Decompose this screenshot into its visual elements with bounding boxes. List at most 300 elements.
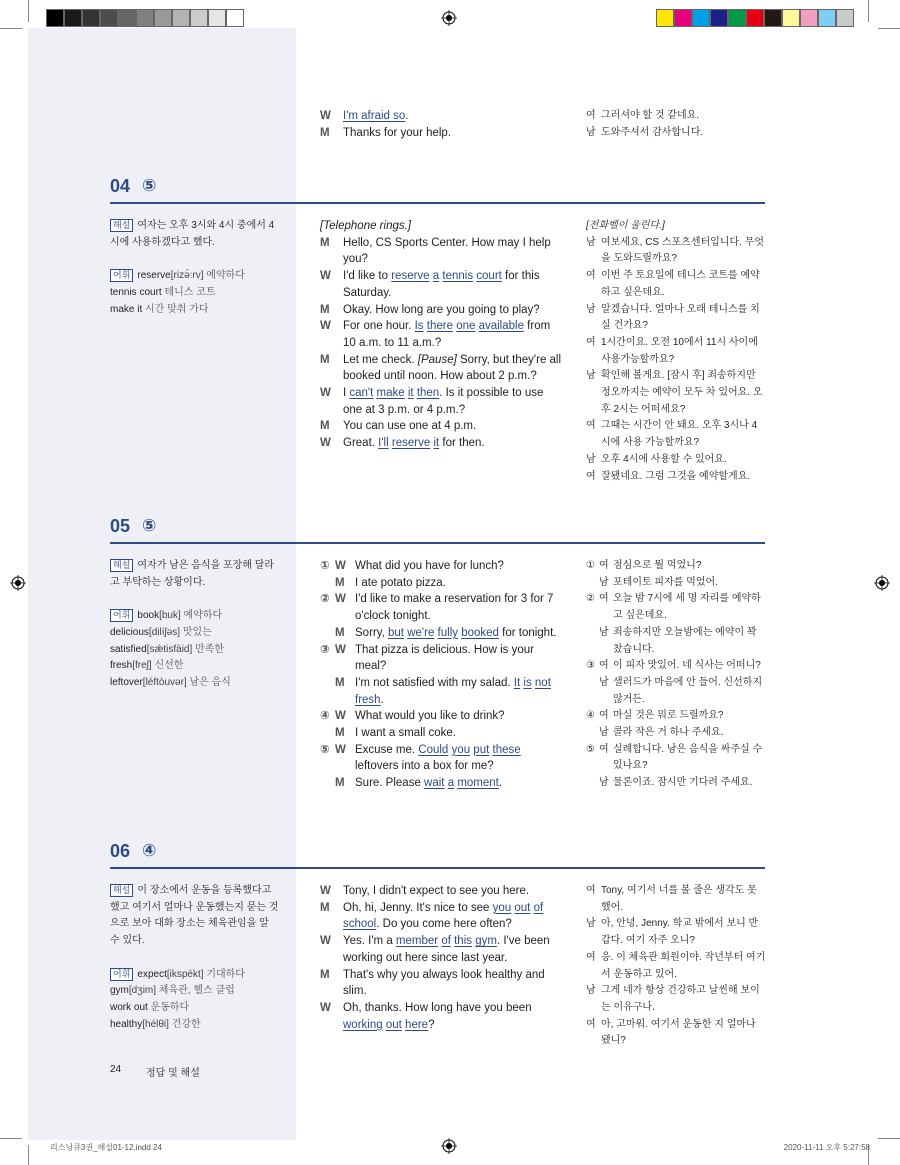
answer-blank: moment bbox=[457, 777, 499, 790]
vocab-item bbox=[110, 302, 280, 319]
answer-blank: one bbox=[456, 320, 476, 333]
speaker-label: M bbox=[320, 353, 330, 366]
section-06-korean bbox=[586, 883, 766, 1050]
vocab-word: satisfied bbox=[110, 643, 147, 655]
answer-blank: it bbox=[433, 437, 440, 450]
color-swatch bbox=[190, 9, 208, 27]
vocab-gloss: 기대하다 bbox=[203, 968, 245, 980]
translation-line bbox=[586, 1017, 766, 1050]
translation-line bbox=[586, 708, 766, 725]
vocab-word: fresh bbox=[110, 660, 133, 672]
vocab-item bbox=[110, 268, 280, 285]
speaker-label: W bbox=[320, 1001, 331, 1014]
color-swatch bbox=[746, 9, 764, 27]
speaker-label: M bbox=[320, 303, 330, 316]
dialogue-text bbox=[355, 742, 563, 775]
answer-blank: there bbox=[426, 320, 453, 333]
speaker-label: W bbox=[335, 593, 346, 606]
answer-blank: it bbox=[407, 387, 414, 400]
dialogue-text bbox=[355, 675, 563, 708]
vocab-gloss: 체육관, 헬스 클럽 bbox=[156, 985, 235, 997]
vocab-phonetic: [buk] bbox=[159, 610, 181, 622]
answer-blank: out bbox=[514, 901, 531, 914]
speaker-label: M bbox=[320, 901, 330, 914]
script-text: for this Saturday. bbox=[343, 270, 540, 299]
answer-blank: these bbox=[492, 743, 521, 756]
vocab-gloss: 예약하다 bbox=[180, 610, 223, 622]
dialogue-line bbox=[320, 435, 563, 452]
answer-blank: I'm afraid so bbox=[343, 110, 406, 122]
explanation-label: 해설 bbox=[110, 559, 133, 572]
translation-text: 마실 것은 뭐로 드릴까요? bbox=[613, 710, 724, 722]
answer-blank: make bbox=[376, 387, 405, 400]
answer-mark: ⑤ bbox=[142, 516, 157, 535]
vocab-item bbox=[110, 285, 280, 302]
translation-line bbox=[586, 625, 766, 658]
dialogue-line bbox=[320, 725, 563, 742]
vocab-gloss: 테니스 코트 bbox=[161, 286, 216, 298]
option-number: ⑤ bbox=[586, 743, 595, 755]
answer-mark: ⑤ bbox=[142, 176, 157, 195]
answer-blank: Is bbox=[414, 320, 424, 333]
translation-line bbox=[586, 268, 766, 301]
script-text: for tonight. bbox=[498, 626, 557, 639]
dialogue-text bbox=[343, 352, 563, 385]
option-number: ④ bbox=[320, 710, 330, 723]
explanation-label: 해설 bbox=[110, 884, 133, 897]
answer-blank: a bbox=[432, 270, 440, 283]
vocab-phonetic: [freʃ] bbox=[132, 660, 152, 672]
speaker-label: M bbox=[320, 420, 330, 433]
vocab-phonetic: [ikspékt] bbox=[166, 968, 204, 980]
vocab-item bbox=[110, 1017, 280, 1034]
dialogue-text bbox=[343, 883, 563, 900]
crop-mark bbox=[878, 28, 900, 29]
translation-text: 그러셔야 할 것 같네요. bbox=[601, 110, 700, 121]
vocab-word: book bbox=[137, 610, 160, 622]
script-text: I ate potato pizza. bbox=[355, 576, 446, 589]
answer-blank: then bbox=[416, 387, 440, 400]
vocab-label: 어휘 bbox=[110, 968, 133, 981]
vocab-item bbox=[110, 608, 280, 625]
script-text: Thanks for your help. bbox=[343, 126, 452, 139]
translation-line bbox=[586, 883, 766, 916]
speaker-label: W bbox=[335, 743, 346, 756]
vocab-word: reserve bbox=[137, 270, 171, 282]
script-text: for then. bbox=[439, 437, 485, 450]
script-text: That pizza is delicious. How is your meal? bbox=[355, 643, 534, 673]
vocab-label: 어휘 bbox=[110, 609, 133, 622]
speaker-label: W bbox=[320, 387, 331, 400]
dialogue-line bbox=[320, 558, 563, 575]
color-swatch bbox=[692, 9, 710, 27]
script-text: . bbox=[405, 110, 409, 122]
vocab-item bbox=[110, 658, 280, 675]
color-swatch bbox=[46, 9, 64, 27]
translation-text: 오늘 밤 7시에 세 명 자리를 예약하고 싶은데요. bbox=[613, 593, 761, 622]
option-number: ① bbox=[320, 560, 330, 572]
answer-blank: put bbox=[473, 743, 490, 756]
speaker-label: 여 bbox=[586, 110, 596, 121]
crop-mark bbox=[28, 1145, 29, 1165]
section-06-header bbox=[110, 841, 765, 869]
registration-mark-icon bbox=[441, 1138, 457, 1154]
dialogue-text bbox=[343, 435, 563, 452]
script-text: Sorry, bbox=[355, 626, 389, 639]
script-text: Sure. Please bbox=[355, 777, 425, 790]
question-number: 06 bbox=[110, 841, 131, 861]
dialogue-text bbox=[355, 591, 563, 624]
dialogue-line bbox=[320, 675, 563, 708]
dialogue-line bbox=[320, 883, 563, 900]
section-05-korean bbox=[586, 558, 766, 792]
vocab-word: tennis court bbox=[110, 286, 162, 298]
speaker-label: 남 bbox=[586, 453, 596, 465]
answer-blank: working bbox=[343, 1018, 383, 1031]
registration-mark-icon bbox=[874, 575, 890, 591]
color-swatch bbox=[172, 9, 190, 27]
answer-blank: this bbox=[454, 935, 473, 948]
vocab-item bbox=[110, 625, 280, 642]
question-number: 04 bbox=[110, 176, 131, 196]
vocab-item bbox=[110, 1000, 280, 1017]
option-number: ② bbox=[320, 593, 330, 606]
dialogue-line bbox=[320, 575, 563, 592]
color-swatch bbox=[136, 9, 154, 27]
script-text: Oh, thanks. How long have you been bbox=[343, 1001, 532, 1014]
translation-text: 점심으로 뭘 먹었니? bbox=[613, 560, 702, 571]
dialogue-line bbox=[320, 268, 563, 301]
dialogue-text bbox=[343, 385, 563, 418]
vocab-phonetic: [hélθi] bbox=[142, 1018, 169, 1030]
answer-blank: a bbox=[447, 777, 455, 790]
answer-blank: court bbox=[476, 270, 502, 283]
answer-blank: tennis bbox=[442, 270, 474, 283]
translation-line bbox=[586, 725, 766, 742]
speaker-label: 여 bbox=[586, 951, 596, 963]
script-text: Hello, CS Sports Center. How may I help you? bbox=[343, 236, 551, 266]
translation-text: 이번 주 토요일에 테니스 코트를 예약하고 싶은데요. bbox=[601, 270, 760, 298]
speaker-label: 남 bbox=[586, 370, 596, 382]
dialogue-text bbox=[343, 967, 563, 1000]
answer-blank: you bbox=[451, 743, 471, 756]
translation-text: 여보세요, CS 스포츠센터입니다. 무엇을 도와드릴까요? bbox=[601, 236, 765, 265]
registration-mark-icon bbox=[441, 10, 457, 26]
script-text: I'm not satisfied with my salad. bbox=[355, 676, 514, 689]
vocab-item bbox=[110, 675, 280, 692]
translation-line bbox=[586, 742, 766, 775]
section-03-script-end bbox=[320, 108, 563, 141]
answer-blank: It bbox=[513, 676, 521, 689]
speaker-label: 남 bbox=[586, 985, 596, 997]
translation-text: 응. 이 체육관 회원이야. 작년부터 여기서 운동하고 있어. bbox=[601, 951, 766, 980]
script-text: [Telephone rings.] bbox=[320, 220, 412, 232]
slug-file: 리스닝큐3권_해설01-12.indd 24 bbox=[50, 1143, 162, 1152]
speaker-label: 여 bbox=[599, 593, 609, 605]
dialogue-text bbox=[355, 775, 563, 792]
dialogue-text bbox=[355, 625, 563, 642]
script-text: You can use one at 4 p.m. bbox=[343, 420, 477, 433]
answer-blank: fresh bbox=[355, 693, 381, 706]
vocab-word: expect bbox=[137, 968, 167, 980]
translation-text: 그게 네가 항상 건강하고 날씬해 보이는 이유구나. bbox=[601, 985, 760, 1013]
vocab-gloss: 남은 음식 bbox=[186, 676, 231, 688]
color-swatch bbox=[764, 9, 782, 27]
speaker-label: M bbox=[335, 676, 345, 689]
translation-line bbox=[586, 950, 766, 983]
translation-line bbox=[586, 983, 766, 1016]
speaker-label: 여 bbox=[599, 660, 609, 672]
answer-blank: member bbox=[395, 935, 439, 948]
section-05-script bbox=[320, 558, 563, 792]
color-swatch bbox=[64, 9, 82, 27]
page-number: 24 bbox=[110, 1064, 122, 1075]
translation-line bbox=[586, 575, 766, 592]
translation-line bbox=[586, 368, 766, 418]
translation-text: 콜라 작은 거 하나 주세요. bbox=[613, 727, 724, 739]
vocab-gloss: 신선한 bbox=[151, 660, 184, 672]
answer-blank: you bbox=[492, 901, 512, 914]
dialogue-text bbox=[343, 900, 563, 933]
dialogue-line bbox=[320, 933, 563, 966]
script-text: . Is it possible to use one at 3 p.m. or 4 p.m.? bbox=[343, 387, 544, 416]
translation-text: 알겠습니다. 얼마나 오래 테니스를 치실 건가요? bbox=[601, 303, 760, 332]
vocab-list bbox=[110, 268, 280, 318]
translation-text: 확인해 볼게요. [잠시 후] 죄송하지만 정오까지는 예약이 모두 차 있어요. 오후 2시는 어떠세요? bbox=[601, 370, 763, 415]
section-04-header bbox=[110, 176, 765, 204]
speaker-label: 여 bbox=[586, 336, 596, 348]
crop-mark bbox=[0, 28, 22, 29]
crop-mark bbox=[868, 0, 869, 22]
script-text: Let me check. bbox=[343, 353, 418, 366]
speaker-label: W bbox=[320, 270, 331, 283]
vocab-word: healthy bbox=[110, 1018, 143, 1030]
section-03-korean-end bbox=[586, 108, 766, 141]
answer-blank: booked bbox=[461, 626, 499, 639]
script-text: I want a small coke. bbox=[355, 727, 456, 740]
option-number: ② bbox=[586, 593, 595, 605]
color-swatch bbox=[656, 9, 674, 27]
vocab-item bbox=[110, 642, 280, 659]
translation-text: [전화벨이 울린다.] bbox=[586, 220, 665, 231]
color-swatch bbox=[818, 9, 836, 27]
answer-blank: can't bbox=[349, 387, 374, 400]
speaker-label: 남 bbox=[599, 626, 609, 638]
speaker-label: 남 bbox=[586, 126, 596, 138]
speaker-label: M bbox=[335, 576, 345, 589]
dialogue-line bbox=[320, 900, 563, 933]
script-text: Okay. How long are you going to play? bbox=[343, 303, 540, 316]
dialogue-line bbox=[320, 108, 563, 125]
vocab-phonetic: [léftòuvər] bbox=[142, 676, 187, 688]
dialogue-line bbox=[320, 591, 563, 624]
translation-text: 그때는 시간이 안 돼요. 오후 3시나 4시에 사용 가능할까요? bbox=[601, 420, 758, 449]
translation-text: 물론이죠. 잠시만 기다려 주세요. bbox=[613, 777, 753, 789]
speaker-label: 여 bbox=[586, 1018, 596, 1030]
translation-line bbox=[586, 591, 766, 624]
vocab-phonetic: [rizə́ːrv] bbox=[170, 270, 204, 282]
answer-blank: reserve bbox=[391, 437, 431, 450]
dialogue-line bbox=[320, 125, 563, 142]
speaker-label: 남 bbox=[586, 918, 596, 930]
speaker-label: M bbox=[335, 777, 345, 790]
script-text: What would you like to drink? bbox=[355, 710, 505, 723]
dialogue-line bbox=[320, 742, 563, 775]
script-text: Yes. I'm a bbox=[343, 935, 396, 948]
speaker-label: 남 bbox=[599, 676, 609, 688]
speaker-label: W bbox=[335, 643, 346, 656]
option-number: ③ bbox=[586, 660, 595, 672]
translation-line bbox=[586, 558, 766, 575]
speaker-label: W bbox=[335, 710, 346, 723]
speaker-label: W bbox=[320, 935, 331, 948]
translation-line bbox=[586, 469, 766, 486]
color-swatch bbox=[100, 9, 118, 27]
option-number: ⑤ bbox=[320, 743, 330, 756]
translation-line bbox=[586, 675, 766, 708]
dialogue-line bbox=[320, 418, 563, 435]
speaker-label: 여 bbox=[599, 743, 609, 755]
vocab-list bbox=[110, 608, 280, 692]
section-04-script bbox=[320, 218, 563, 452]
speaker-label: 여 bbox=[599, 560, 609, 571]
vocab-gloss: 운동하다 bbox=[147, 1001, 190, 1013]
section-04-notes bbox=[110, 218, 280, 318]
script-text: Sorry, but they're all booked until noon. How about 2 p.m.? bbox=[343, 353, 562, 383]
dialogue-text bbox=[343, 1000, 563, 1033]
answer-blank: of bbox=[533, 901, 544, 914]
translation-line bbox=[586, 916, 766, 949]
vocab-word: gym bbox=[110, 985, 129, 997]
slug-timestamp: 2020-11-11 오후 5:27:58 bbox=[783, 1143, 870, 1152]
script-text: . Do you come here often? bbox=[376, 918, 512, 931]
vocab-list bbox=[110, 967, 280, 1034]
script-text: from 10 a.m. to 11 a.m.? bbox=[343, 320, 551, 349]
speaker-label: M bbox=[320, 126, 330, 139]
speaker-label: 여 bbox=[599, 710, 609, 722]
translation-text: 실례합니다. 남은 음식을 싸주실 수 있나요? bbox=[613, 743, 763, 772]
dialogue-text bbox=[320, 218, 563, 235]
script-text: I bbox=[343, 387, 350, 400]
answer-blank: out bbox=[385, 1018, 402, 1031]
speaker-label: W bbox=[320, 885, 331, 897]
script-text: leftovers into a box for me? bbox=[355, 760, 494, 773]
speaker-label: 여 bbox=[586, 470, 596, 482]
speaker-label: 여 bbox=[586, 420, 596, 432]
answer-blank: here bbox=[405, 1018, 429, 1031]
color-swatch bbox=[118, 9, 136, 27]
color-registration-swatches bbox=[656, 9, 854, 27]
explanation-text: 여자가 남은 음식을 포장해 달라고 부탁하는 상황이다. bbox=[110, 560, 275, 588]
answer-mark: ④ bbox=[142, 841, 157, 860]
speaker-label: 남 bbox=[586, 236, 596, 248]
dialogue-line bbox=[320, 352, 563, 385]
translation-line bbox=[586, 125, 766, 142]
crop-mark bbox=[878, 1138, 900, 1139]
answer-blank: of bbox=[441, 935, 451, 948]
vocab-phonetic: [dilíʃəs] bbox=[148, 626, 181, 638]
translation-line bbox=[586, 108, 766, 125]
dialogue-line bbox=[320, 642, 563, 675]
script-text: I'd like to make a reservation for 3 for 7 o'clock tonight. bbox=[355, 593, 554, 623]
vocab-word: make it bbox=[110, 303, 143, 315]
translation-line bbox=[586, 218, 766, 235]
answer-blank: I'll bbox=[378, 437, 389, 450]
speaker-label: W bbox=[320, 110, 331, 122]
dialogue-line bbox=[320, 235, 563, 268]
dialogue-text bbox=[343, 108, 563, 125]
color-swatch bbox=[800, 9, 818, 27]
dialogue-line bbox=[320, 967, 563, 1000]
vocab-gloss: 맛있는 bbox=[180, 626, 212, 638]
vocab-gloss: 예약하다 bbox=[203, 270, 245, 282]
color-swatch bbox=[208, 9, 226, 27]
script-text: Oh, hi, Jenny. It's nice to see bbox=[343, 901, 493, 914]
script-text: Tony, I didn't expect to see you here. bbox=[343, 885, 530, 897]
dialogue-text bbox=[343, 933, 563, 966]
translation-text: 잘됐네요. 그럼 그것을 예약할게요. bbox=[601, 470, 751, 482]
explanation-text: 여자는 오후 3시와 4시 중에서 4시에 사용하겠다고 했다. bbox=[110, 220, 275, 248]
speaker-label: W bbox=[320, 320, 331, 333]
dialogue-text bbox=[343, 318, 563, 351]
dialogue-text bbox=[355, 725, 563, 742]
section-05-notes bbox=[110, 558, 280, 692]
vocab-gloss: 만족한 bbox=[192, 643, 225, 655]
explanation-text: 이 장소에서 운동을 등록했다고 했고 여기서 얼마나 운동했는지 묻는 것으로 보아 대화 장소는 체육관임을 알 수 있다. bbox=[110, 885, 279, 947]
question-number: 05 bbox=[110, 516, 131, 536]
answer-blank: Could bbox=[418, 743, 449, 756]
speaker-label: W bbox=[320, 437, 331, 450]
vocab-word: work out bbox=[110, 1001, 148, 1013]
dialogue-text bbox=[355, 642, 563, 675]
color-swatch bbox=[728, 9, 746, 27]
crop-mark bbox=[0, 1138, 22, 1139]
dialogue-text bbox=[355, 575, 563, 592]
speaker-label: 남 bbox=[599, 727, 609, 739]
color-swatch bbox=[226, 9, 244, 27]
color-swatch bbox=[154, 9, 172, 27]
gray-registration-swatches bbox=[46, 9, 244, 27]
translation-text: 죄송하지만 오늘밤에는 예약이 꽉 찼습니다. bbox=[613, 626, 757, 655]
dialogue-line bbox=[320, 218, 563, 235]
translation-line bbox=[586, 452, 766, 469]
answer-blank: school bbox=[343, 918, 377, 931]
translation-text: 1시간이요. 오전 10에서 11시 사이에 사용가능할까요? bbox=[601, 336, 758, 365]
speaker-label: 남 bbox=[586, 303, 596, 315]
option-number: ① bbox=[586, 560, 595, 571]
dialogue-line bbox=[320, 1000, 563, 1033]
section-05-header bbox=[110, 516, 765, 544]
dialogue-text bbox=[355, 708, 563, 725]
script-text: For one hour. bbox=[343, 320, 415, 333]
translation-text: 포테이토 피자를 먹었어. bbox=[613, 576, 718, 588]
script-text: . bbox=[498, 777, 503, 790]
registration-mark-icon bbox=[10, 575, 26, 591]
translation-text: 도와주셔서 감사합니다. bbox=[601, 126, 704, 138]
translation-line bbox=[586, 775, 766, 792]
vocab-phonetic: [sǽtisfàid] bbox=[146, 643, 193, 655]
translation-line bbox=[586, 658, 766, 675]
color-swatch bbox=[836, 9, 854, 27]
vocab-item bbox=[110, 983, 280, 1000]
speaker-label: M bbox=[335, 727, 345, 740]
dialogue-line bbox=[320, 775, 563, 792]
translation-text: 오후 4시에 사용할 수 있어요. bbox=[601, 453, 727, 465]
script-text: Great. bbox=[343, 437, 379, 450]
answer-blank: not bbox=[534, 676, 551, 689]
dialogue-text bbox=[343, 235, 563, 268]
script-text: I'd like to bbox=[343, 270, 392, 283]
